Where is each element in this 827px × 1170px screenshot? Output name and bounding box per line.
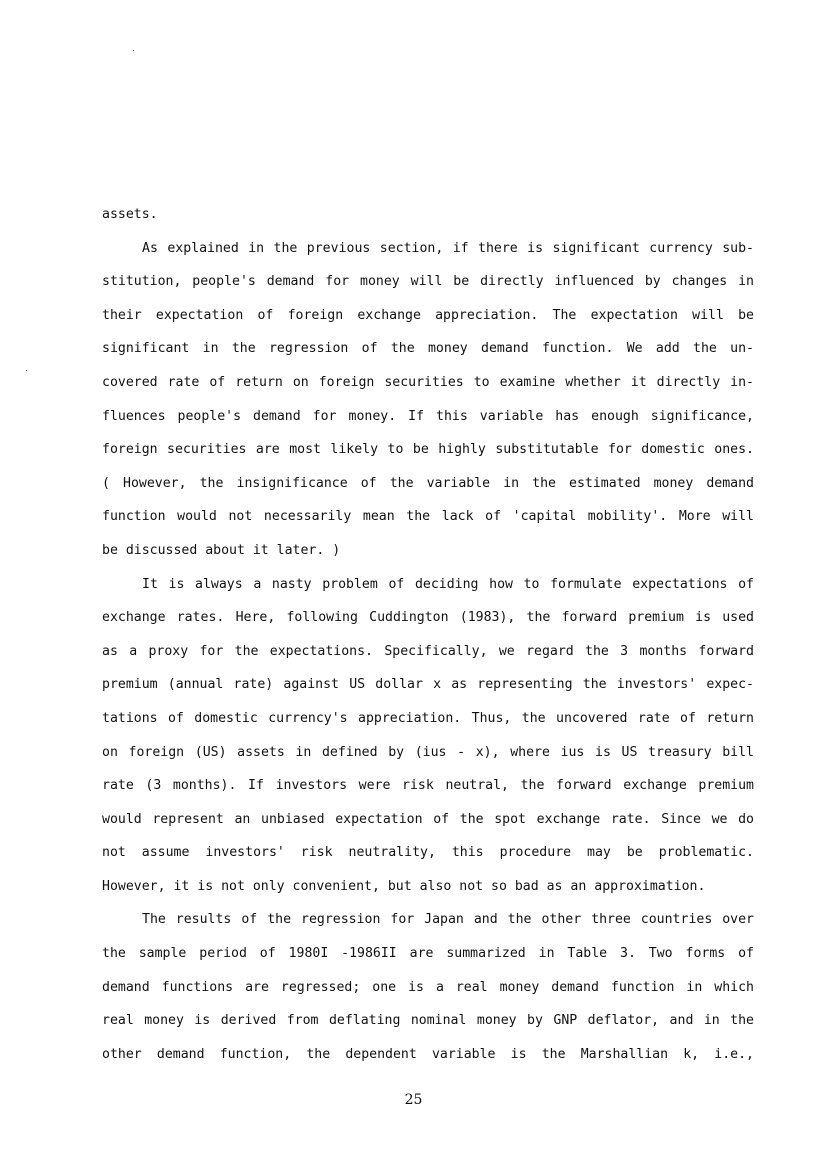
text-line: tations of domestic currency's appreciation. Thus, the uncovered rate of return bbox=[102, 710, 754, 726]
text-line: not assume investors' risk neutrality, this procedure may be problematic. bbox=[102, 845, 754, 861]
scan-speck bbox=[133, 50, 134, 51]
text-line: assets. bbox=[102, 207, 158, 222]
body-text bbox=[102, 202, 754, 1075]
text-line: However, it is not only convenient, but also not so bad as an approximation. bbox=[102, 878, 706, 894]
text-line: It is always a nasty problem of deciding how to formulate expectations of bbox=[142, 576, 754, 592]
text-line: be discussed about it later. ) bbox=[102, 542, 341, 558]
text-line: As explained in the previous section, if there is significant currency sub- bbox=[142, 240, 754, 256]
text-line: premium (annual rate) against US dollar x as representing the investors' expec- bbox=[102, 677, 754, 693]
text-line: rate (3 months). If investors were risk neutral, the forward exchange premium bbox=[102, 778, 754, 794]
text-line: demand functions are regressed; one is a real money demand function in which bbox=[102, 979, 754, 995]
scan-speck bbox=[26, 370, 27, 371]
text-line: on foreign (US) assets in defined by (ius - x), where ius is US treasury bill bbox=[102, 744, 754, 760]
text-line: as a proxy for the expectations. Specifically, we regard the 3 months forward bbox=[102, 643, 754, 659]
text-line: ( However, the insignificance of the variable in the estimated money demand bbox=[102, 475, 754, 491]
text-line: real money is derived from deflating nominal money by GNP deflator, and in the bbox=[102, 1013, 754, 1029]
text-line: the sample period of 1980I -1986II are summarized in Table 3. Two forms of bbox=[102, 946, 754, 962]
text-line: covered rate of return on foreign securities to examine whether it directly in- bbox=[102, 374, 754, 390]
page-number: 25 bbox=[404, 1092, 423, 1108]
text-line: fluences people's demand for money. If this variable has enough significance, bbox=[102, 408, 754, 424]
text-line: foreign securities are most likely to be highly substitutable for domestic ones. bbox=[102, 442, 754, 458]
text-line: stitution, people's demand for money will be directly influenced by changes in bbox=[102, 274, 754, 290]
text-line: their expectation of foreign exchange appreciation. The expectation will be bbox=[102, 307, 754, 323]
text-line: exchange rates. Here, following Cuddington (1983), the forward premium is used bbox=[102, 610, 754, 626]
text-line: would represent an unbiased expectation of the spot exchange rate. Since we do bbox=[102, 811, 754, 827]
text-line: function would not necessarily mean the lack of 'capital mobility'. More will bbox=[102, 509, 754, 525]
text-line: significant in the regression of the money demand function. We add the un- bbox=[102, 341, 754, 357]
text-line: other demand function, the dependent variable is the Marshallian k, i.e., bbox=[102, 1046, 754, 1062]
text-line: The results of the regression for Japan and the other three countries over bbox=[142, 912, 754, 928]
